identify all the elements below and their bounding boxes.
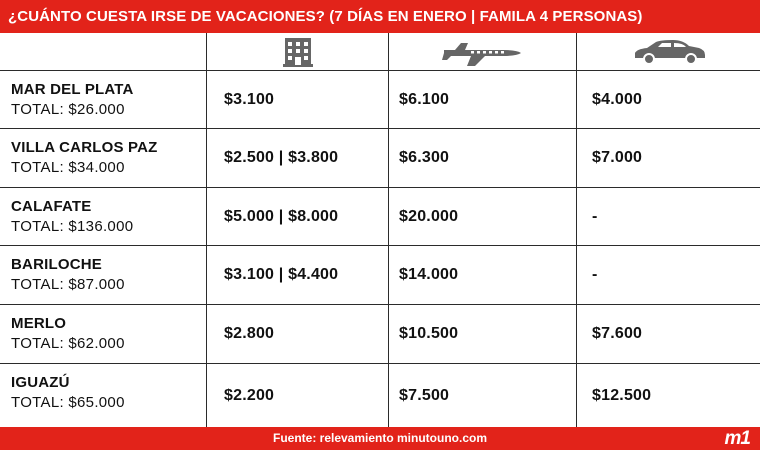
destination-cell <box>0 305 207 363</box>
table-row <box>0 71 760 129</box>
destination-name: MAR DEL PLATA <box>11 81 134 98</box>
flight-value: $7.500 <box>399 386 450 404</box>
destination-cell <box>0 71 207 128</box>
m1-logo: m1 <box>724 428 750 449</box>
car-value: $4.000 <box>592 90 643 108</box>
lodging-value: $3.100 <box>224 90 275 108</box>
car-value: $7.000 <box>592 149 643 166</box>
flight-cell <box>389 364 577 427</box>
lodging-cell <box>207 246 389 304</box>
destination-total: TOTAL: $26.000 <box>11 101 125 118</box>
destination-name: IGUAZÚ <box>11 374 70 391</box>
flight-value: $6.100 <box>399 90 450 108</box>
car-icon <box>631 39 707 65</box>
flight-cell <box>389 305 577 363</box>
lodging-cell <box>207 71 389 128</box>
destination-cell <box>0 188 207 245</box>
airplane-icon <box>441 37 525 67</box>
car-cell <box>577 364 760 427</box>
building-icon <box>278 36 318 68</box>
destination-total: TOTAL: $34.000 <box>11 159 125 176</box>
destination-total: TOTAL: $136.000 <box>11 218 134 235</box>
header-lodging-cell <box>207 33 389 70</box>
table-row <box>0 305 760 364</box>
flight-value: $20.000 <box>399 207 459 225</box>
flight-value: $6.300 <box>399 149 450 166</box>
car-cell <box>577 129 760 187</box>
lodging-value: $3.100 | $4.400 <box>224 266 339 283</box>
lodging-cell <box>207 129 389 187</box>
vacation-cost-table <box>0 33 760 427</box>
table-row <box>0 246 760 305</box>
destination-cell <box>0 364 207 427</box>
car-cell <box>577 305 760 363</box>
lodging-cell <box>207 305 389 363</box>
destination-cell <box>0 246 207 304</box>
flight-cell <box>389 246 577 304</box>
car-value: - <box>592 207 598 225</box>
page-title: ¿CUÁNTO CUESTA IRSE DE VACACIONES? (7 DÍAS EN ENERO | FAMILA 4 PERSONAS) <box>0 0 760 33</box>
source-credit: Fuente: relevamiento minutouno.com <box>272 431 488 445</box>
lodging-cell <box>207 364 389 427</box>
destination-name: MERLO <box>11 315 67 332</box>
destination-total: TOTAL: $65.000 <box>11 394 125 411</box>
destination-name: BARILOCHE <box>11 256 102 273</box>
car-cell <box>577 71 760 128</box>
flight-value: $14.000 <box>399 266 459 283</box>
lodging-value: $2.800 <box>224 325 275 342</box>
table-row <box>0 188 760 246</box>
footer-bar <box>0 427 760 450</box>
table-row <box>0 364 760 427</box>
flight-value: $10.500 <box>399 325 459 342</box>
car-value: $7.600 <box>592 325 643 342</box>
flight-cell <box>389 188 577 245</box>
lodging-cell <box>207 188 389 245</box>
lodging-value: $2.200 <box>224 386 275 404</box>
table-header-row <box>0 33 760 71</box>
lodging-value: $5.000 | $8.000 <box>224 207 339 225</box>
table-row <box>0 129 760 188</box>
flight-cell <box>389 71 577 128</box>
header-car-cell <box>577 33 760 70</box>
car-value: $12.500 <box>592 386 652 404</box>
destination-name: CALAFATE <box>11 198 92 215</box>
header-flight-cell <box>389 33 577 70</box>
car-value: - <box>592 266 598 283</box>
car-cell <box>577 246 760 304</box>
car-cell <box>577 188 760 245</box>
destination-total: TOTAL: $87.000 <box>11 276 125 293</box>
destination-cell <box>0 129 207 187</box>
lodging-value: $2.500 | $3.800 <box>224 149 339 166</box>
flight-cell <box>389 129 577 187</box>
header-empty-cell <box>0 33 207 70</box>
destination-name: VILLA CARLOS PAZ <box>11 139 158 156</box>
destination-total: TOTAL: $62.000 <box>11 335 125 352</box>
